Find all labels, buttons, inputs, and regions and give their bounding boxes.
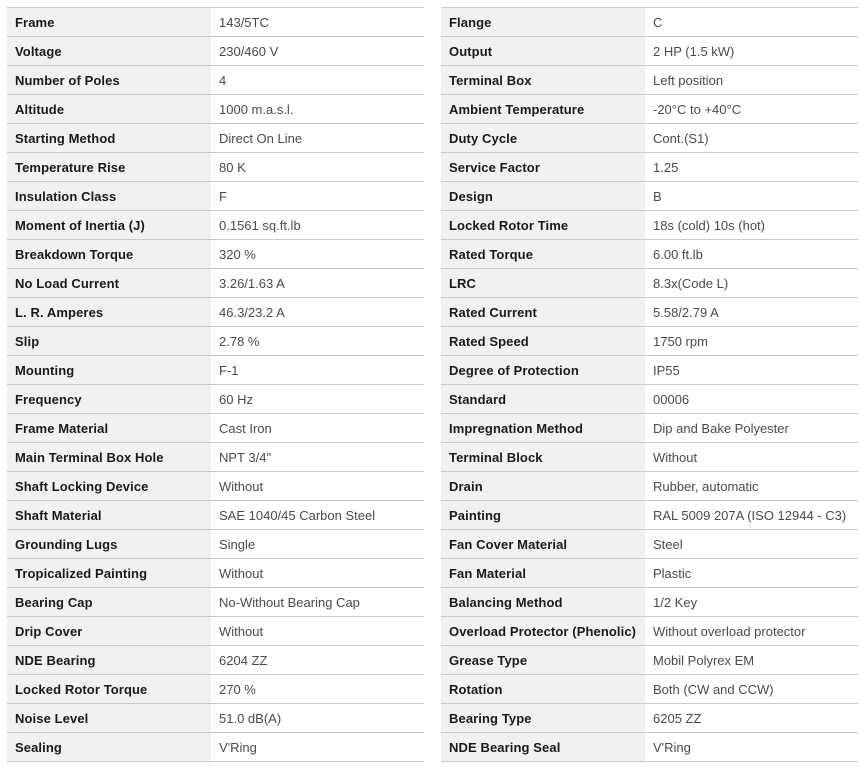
spec-row: [441, 559, 858, 588]
spec-label: Balancing Method: [441, 588, 645, 616]
spec-label: Bearing Cap: [7, 588, 211, 616]
spec-row: [441, 646, 858, 675]
spec-row: [441, 356, 858, 385]
spec-row: [441, 269, 858, 298]
spec-row: [441, 182, 858, 211]
spec-label: Rotation: [441, 675, 645, 703]
spec-label: Locked Rotor Time: [441, 211, 645, 239]
spec-label: Insulation Class: [7, 182, 211, 210]
spec-value: Plastic: [653, 565, 692, 581]
spec-value: F-1: [219, 362, 239, 378]
spec-row: [7, 356, 424, 385]
spec-label: Standard: [441, 385, 645, 413]
spec-value: -20°C to +40°C: [653, 101, 742, 117]
spec-row: [441, 675, 858, 704]
spec-label: Overload Protector (Phenolic): [441, 617, 645, 645]
spec-row: [441, 66, 858, 95]
spec-row: [441, 443, 858, 472]
spec-value: Single: [219, 536, 256, 552]
spec-label: Frame Material: [7, 414, 211, 442]
spec-row: [7, 443, 424, 472]
spec-value: 46.3/23.2 A: [219, 304, 285, 320]
spec-value: No-Without Bearing Cap: [219, 594, 360, 610]
spec-value: Direct On Line: [219, 130, 303, 146]
spec-row: [7, 675, 424, 704]
spec-row: [7, 37, 424, 66]
spec-value: 5.58/2.79 A: [653, 304, 719, 320]
spec-label: Bearing Type: [441, 704, 645, 732]
spec-label: Altitude: [7, 95, 211, 123]
spec-value: F: [219, 188, 227, 204]
spec-value: 1/2 Key: [653, 594, 698, 610]
spec-label: Frequency: [7, 385, 211, 413]
spec-row: [7, 153, 424, 182]
spec-label: Sealing: [7, 733, 211, 761]
spec-row: [441, 733, 858, 762]
spec-row: [441, 588, 858, 617]
spec-row: [7, 66, 424, 95]
spec-value: 60 Hz: [219, 391, 253, 407]
spec-label: Ambient Temperature: [441, 95, 645, 123]
spec-row: [441, 211, 858, 240]
spec-label: Starting Method: [7, 124, 211, 152]
spec-label: Degree of Protection: [441, 356, 645, 384]
spec-row: [7, 8, 424, 37]
spec-label: Fan Cover Material: [441, 530, 645, 558]
spec-label: Drain: [441, 472, 645, 500]
spec-row: [7, 530, 424, 559]
spec-row: [7, 385, 424, 414]
spec-label: Design: [441, 182, 645, 210]
spec-value: Without: [653, 449, 698, 465]
spec-row: [441, 414, 858, 443]
spec-value: Cast Iron: [219, 420, 272, 436]
spec-row: [7, 240, 424, 269]
spec-label: NDE Bearing: [7, 646, 211, 674]
spec-value: V'Ring: [653, 739, 691, 755]
spec-value: 3.26/1.63 A: [219, 275, 285, 291]
spec-label: NDE Bearing Seal: [441, 733, 645, 761]
spec-value: Without overload protector: [653, 623, 806, 639]
spec-value: 18s (cold) 10s (hot): [653, 217, 765, 233]
spec-label: No Load Current: [7, 269, 211, 297]
spec-label: Duty Cycle: [441, 124, 645, 152]
spec-value: RAL 5009 207A (ISO 12944 - C3): [653, 507, 847, 523]
spec-label: Temperature Rise: [7, 153, 211, 181]
spec-row: [7, 617, 424, 646]
spec-row: [7, 124, 424, 153]
spec-row: [7, 501, 424, 530]
spec-row: [7, 414, 424, 443]
spec-label: Painting: [441, 501, 645, 529]
spec-value: 1.25: [653, 159, 679, 175]
spec-label: Drip Cover: [7, 617, 211, 645]
spec-label: Impregnation Method: [441, 414, 645, 442]
spec-row: [441, 240, 858, 269]
spec-label: Locked Rotor Torque: [7, 675, 211, 703]
spec-value: 6.00 ft.lb: [653, 246, 703, 262]
spec-value: 230/460 V: [219, 43, 279, 59]
spec-label: Noise Level: [7, 704, 211, 732]
spec-label: Rated Speed: [441, 327, 645, 355]
spec-row: [441, 385, 858, 414]
spec-row: [441, 501, 858, 530]
spec-value: 320 %: [219, 246, 256, 262]
spec-label: Terminal Block: [441, 443, 645, 471]
spec-row: [7, 588, 424, 617]
spec-row: [441, 298, 858, 327]
spec-row: [7, 298, 424, 327]
spec-value: Without: [219, 565, 264, 581]
spec-value: Dip and Bake Polyester: [653, 420, 789, 436]
spec-value: Without: [219, 623, 264, 639]
spec-value: 51.0 dB(A): [219, 710, 282, 726]
spec-label: Grounding Lugs: [7, 530, 211, 558]
spec-value: Rubber, automatic: [653, 478, 759, 494]
spec-value: 143/5TC: [219, 14, 269, 30]
spec-value: NPT 3/4": [219, 449, 272, 465]
spec-label: Tropicalized Painting: [7, 559, 211, 587]
spec-label: Slip: [7, 327, 211, 355]
spec-row: [441, 153, 858, 182]
spec-label: Output: [441, 37, 645, 65]
spec-row: [441, 617, 858, 646]
spec-value: 6205 ZZ: [653, 710, 702, 726]
spec-value: Left position: [653, 72, 724, 88]
spec-row: [441, 8, 858, 37]
spec-row: [7, 646, 424, 675]
spec-label: Flange: [441, 8, 645, 36]
spec-value: 4: [219, 72, 227, 88]
spec-label: Grease Type: [441, 646, 645, 674]
spec-value: 270 %: [219, 681, 256, 697]
spec-label: LRC: [441, 269, 645, 297]
spec-label: Number of Poles: [7, 66, 211, 94]
spec-row: [441, 95, 858, 124]
spec-label: L. R. Amperes: [7, 298, 211, 326]
spec-value: V'Ring: [219, 739, 257, 755]
spec-row: [7, 182, 424, 211]
spec-value: 2.78 %: [219, 333, 260, 349]
spec-row: [7, 269, 424, 298]
spec-value: IP55: [653, 362, 680, 378]
spec-value: SAE 1040/45 Carbon Steel: [219, 507, 376, 523]
spec-value: 1000 m.a.s.l.: [219, 101, 294, 117]
spec-row: [7, 472, 424, 501]
spec-label: Fan Material: [441, 559, 645, 587]
spec-label: Shaft Material: [7, 501, 211, 529]
spec-row: [441, 327, 858, 356]
spec-row: [7, 95, 424, 124]
spec-value: B: [653, 188, 662, 204]
spec-row: [7, 559, 424, 588]
spec-label: Mounting: [7, 356, 211, 384]
spec-label: Rated Torque: [441, 240, 645, 268]
spec-row: [441, 472, 858, 501]
spec-row: [441, 530, 858, 559]
spec-label: Frame: [7, 8, 211, 36]
spec-value: Cont.(S1): [653, 130, 709, 146]
spec-label: Moment of Inertia (J): [7, 211, 211, 239]
spec-label: Voltage: [7, 37, 211, 65]
spec-row: [7, 211, 424, 240]
spec-value: 0.1561 sq.ft.lb: [219, 217, 301, 233]
spec-value: 00006: [653, 391, 690, 407]
spec-row: [441, 37, 858, 66]
spec-value: 2 HP (1.5 kW): [653, 43, 735, 59]
spec-value: Without: [219, 478, 264, 494]
spec-value: Mobil Polyrex EM: [653, 652, 755, 668]
spec-value: 8.3x(Code L): [653, 275, 729, 291]
spec-label: Main Terminal Box Hole: [7, 443, 211, 471]
spec-label: Terminal Box: [441, 66, 645, 94]
spec-row: [7, 327, 424, 356]
spec-value: C: [653, 14, 663, 30]
spec-value: Both (CW and CCW): [653, 681, 774, 697]
spec-label: Breakdown Torque: [7, 240, 211, 268]
spec-label: Service Factor: [441, 153, 645, 181]
spec-row: [441, 704, 858, 733]
spec-value: 1750 rpm: [653, 333, 708, 349]
spec-label: Rated Current: [441, 298, 645, 326]
spec-row: [7, 704, 424, 733]
spec-value: 6204 ZZ: [219, 652, 268, 668]
spec-value: Steel: [653, 536, 683, 552]
spec-row: [441, 124, 858, 153]
spec-label: Shaft Locking Device: [7, 472, 211, 500]
spec-value: 80 K: [219, 159, 246, 175]
spec-row: [7, 733, 424, 762]
spec-table-left: [7, 7, 424, 762]
spec-table-right: [441, 7, 858, 762]
